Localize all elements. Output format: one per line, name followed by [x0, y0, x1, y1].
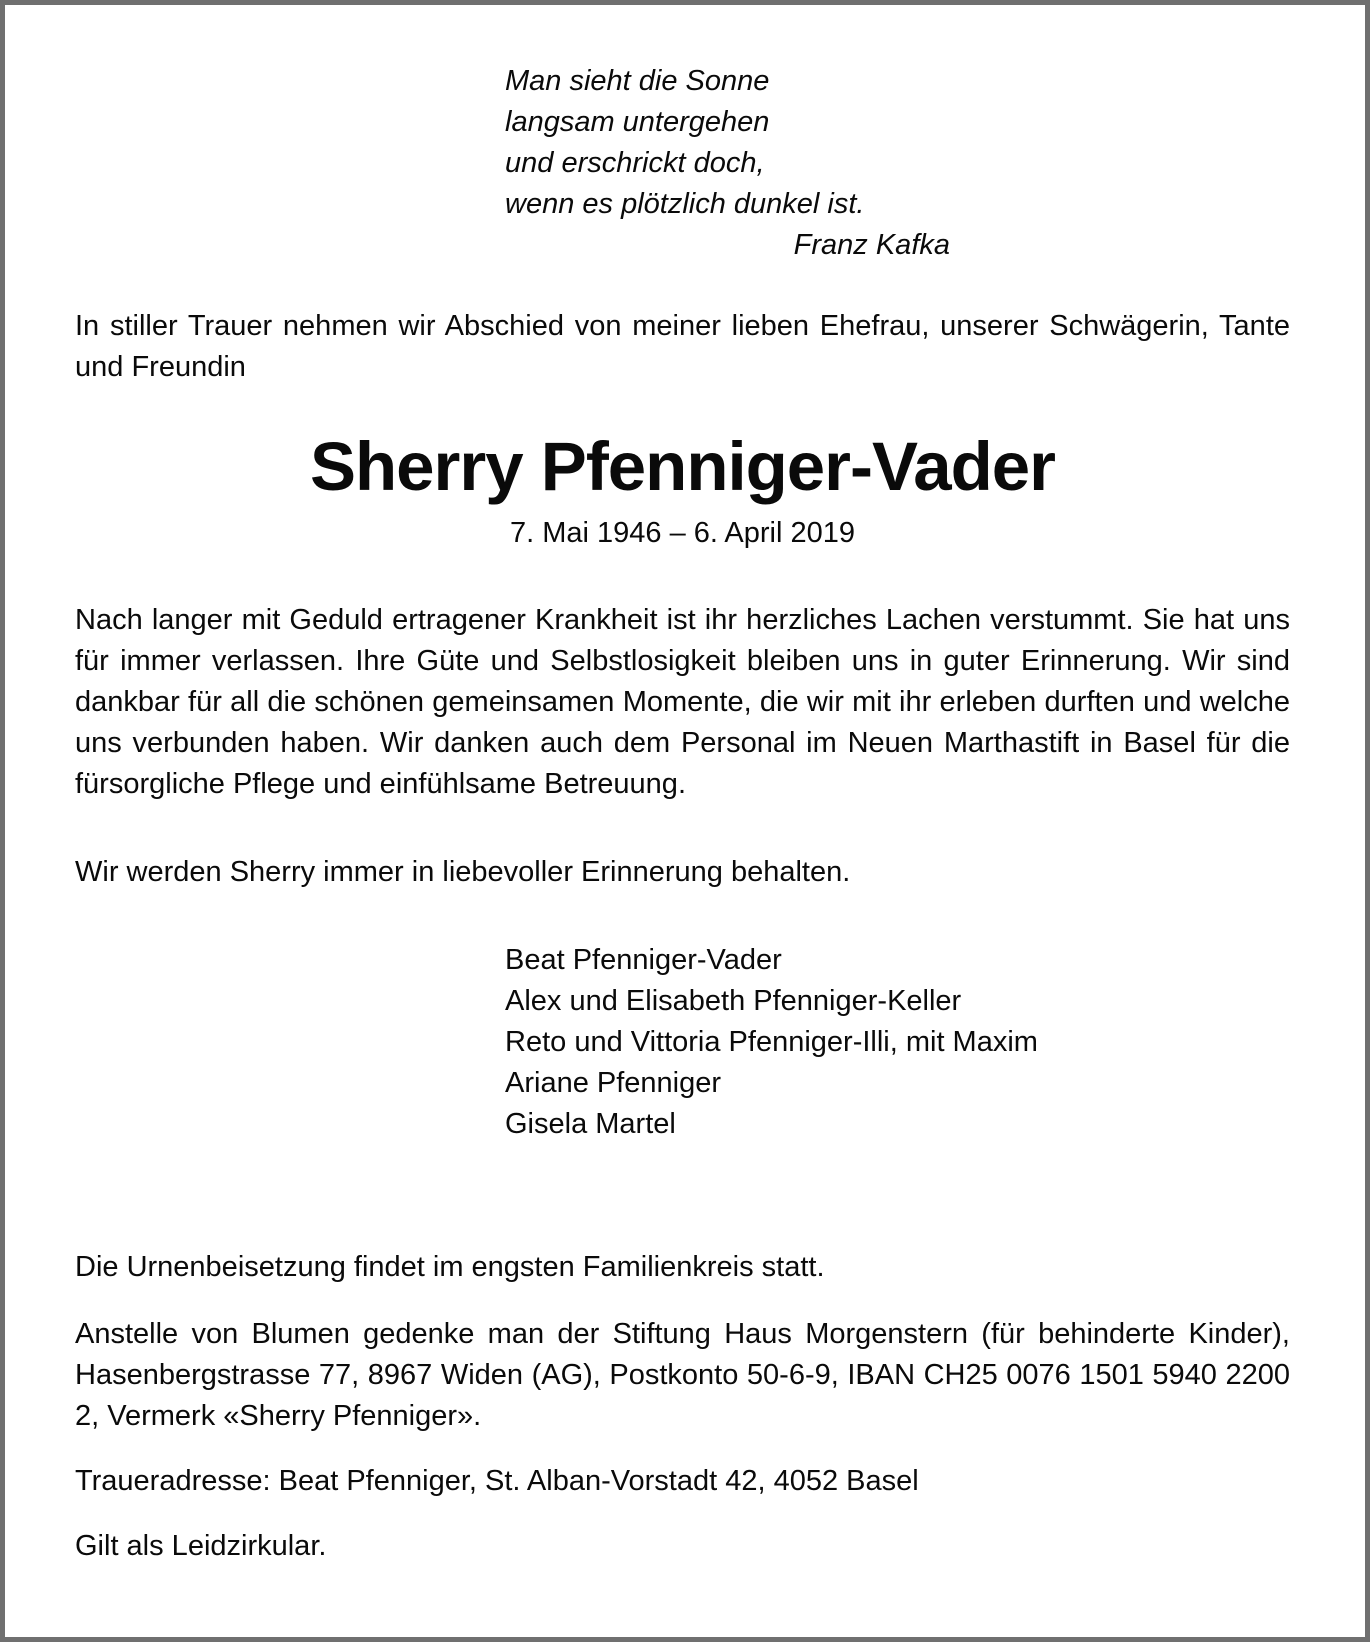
life-dates: 7. Mai 1946 – 6. April 2019 — [509, 517, 855, 549]
funeral-notice: Die Urnenbeisetzung findet im engsten Familienkreis statt. — [75, 1251, 825, 1283]
intro-text: In stiller Trauer nehmen wir Abschied von meiner lieben Ehefrau, unserer Schwägerin, Tante und Freundin — [75, 310, 1290, 383]
mourner-name: Gisela Martel — [505, 1108, 676, 1140]
epigraph-attribution: Franz Kafka — [793, 229, 950, 261]
obituary-paragraph: Nach langer mit Geduld ertragener Krankheit ist ihr herzliches Lachen verstummt. Sie hat uns für immer verlassen. Ihre Güte und Selbstlosigkeit bleiben uns in guter Erinnerung. Wir sind dankbar für all die schönen gemeinsamen Momente, die wir mit ihr erleben durften und welche uns verbunden haben. Wir danken auch dem Personal im Neuen Marthastift in Basel für die fürsorgliche Pflege und einfühlsame Betreuung. — [75, 604, 1290, 800]
epigraph-quote — [505, 61, 950, 266]
deceased-name: Sherry Pfenniger-Vader — [310, 428, 1055, 505]
mourning-address: Traueradresse: Beat Pfenniger, St. Alban-Vorstadt 42, 4052 Basel — [75, 1465, 919, 1497]
mourner-name: Beat Pfenniger-Vader — [505, 944, 782, 976]
remembrance-line: Wir werden Sherry immer in liebevoller Erinnerung behalten. — [75, 856, 851, 888]
mourner-name: Alex und Elisabeth Pfenniger-Keller — [505, 985, 962, 1017]
epigraph-line: Man sieht die Sonne — [505, 65, 770, 97]
epigraph-line: langsam untergehen — [505, 106, 770, 138]
epigraph-line: und erschrickt doch, — [505, 147, 765, 179]
mourners-list — [505, 940, 1290, 1145]
epigraph-line: wenn es plötzlich dunkel ist. — [505, 188, 865, 220]
mourner-name: Ariane Pfenniger — [505, 1067, 722, 1099]
donation-notice: Anstelle von Blumen gedenke man der Stiftung Haus Morgenstern (für behinderte Kinder), Hasenbergstrasse 77, 8967 Widen (AG), Postkonto 50-6-9, IBAN CH25 0076 1501 5940 2200 2, Vermerk «Sherry Pfenniger». — [75, 1318, 1290, 1432]
circular-note: Gilt als Leidzirkular. — [75, 1530, 327, 1562]
mourner-name: Reto und Vittoria Pfenniger-Illi, mit Maxim — [505, 1026, 1038, 1058]
